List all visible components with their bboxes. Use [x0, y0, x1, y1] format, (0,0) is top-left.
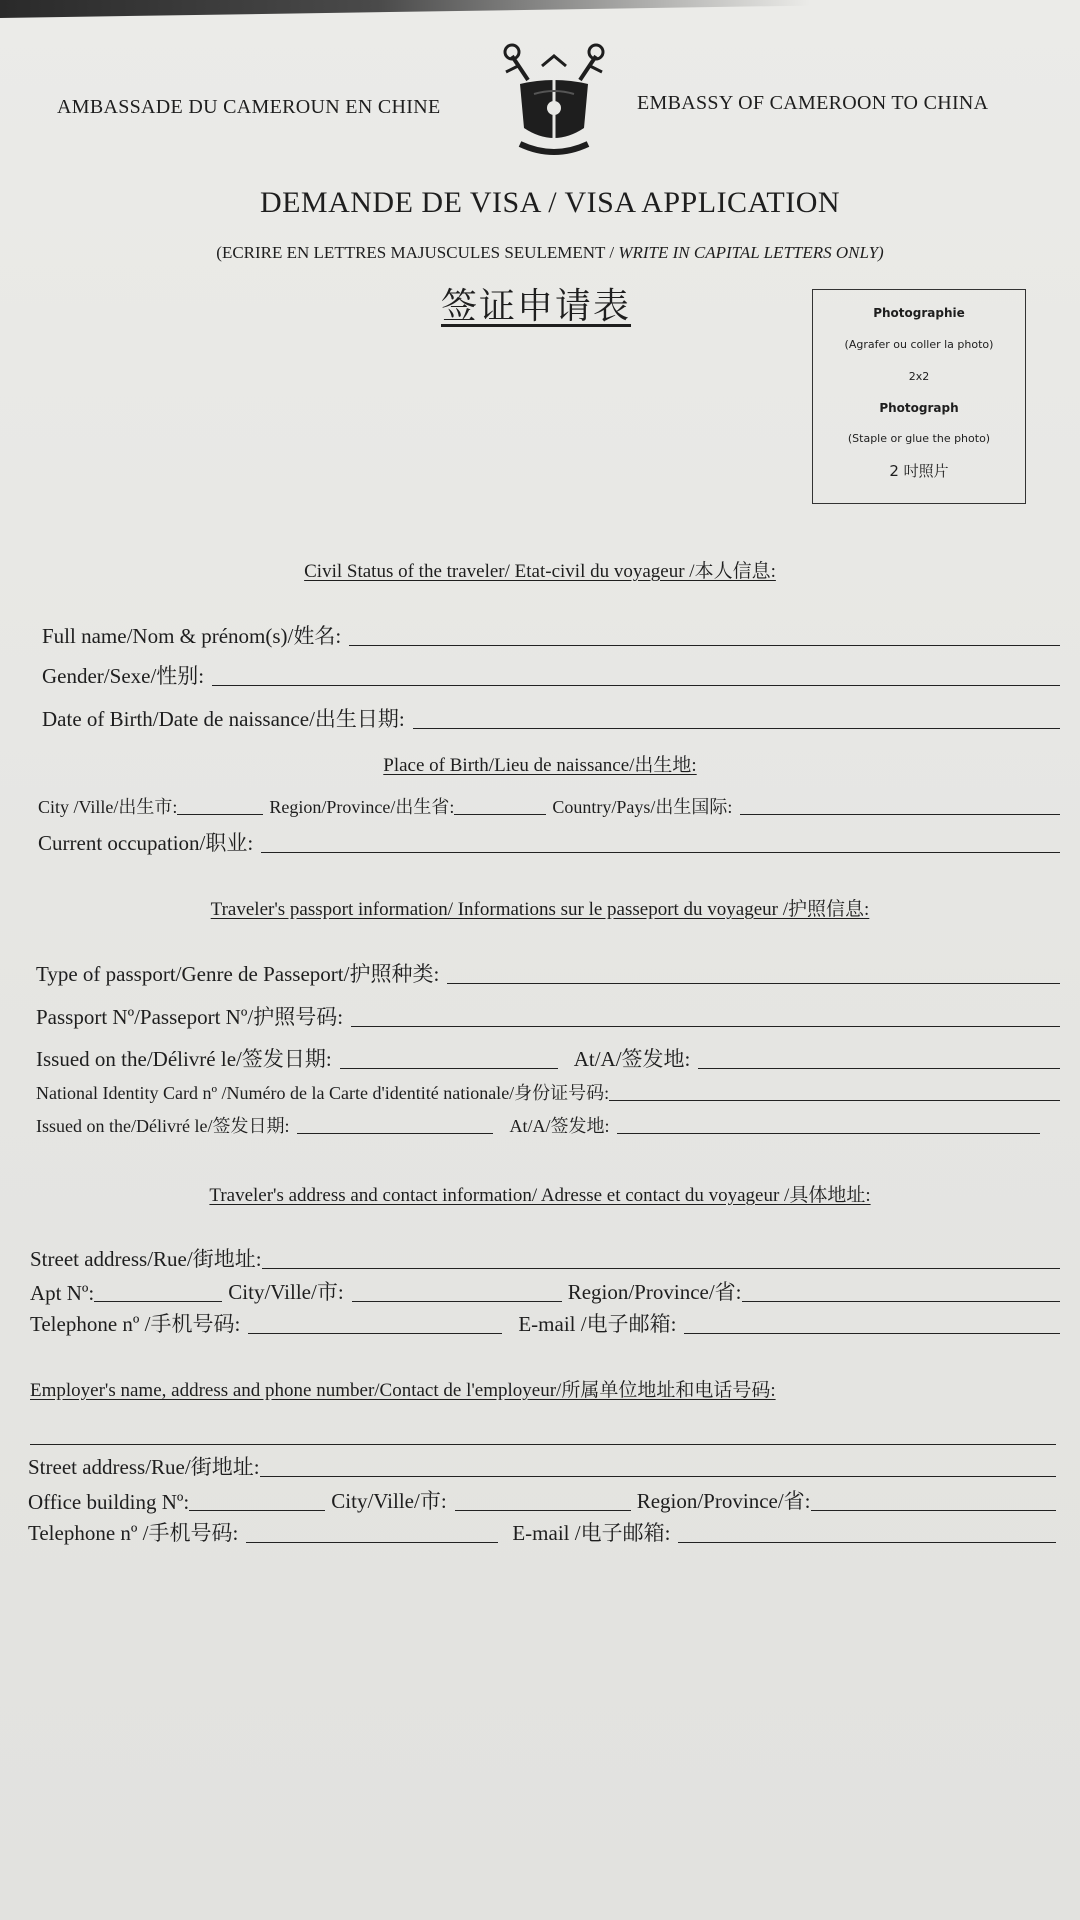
office-building-input-line[interactable]: [189, 1509, 325, 1511]
street-address-label: Street address/Rue/街地址:: [30, 1247, 262, 1271]
section-employer: Employer's name, address and phone number/Contact de l'employeur/所属单位地址和电话号码:: [30, 1380, 776, 1401]
form-title: DEMANDE DE VISA / VISA APPLICATION: [259, 186, 841, 219]
id-issued-at-label: At/A/签发地:: [509, 1116, 610, 1136]
passport-issued-on-input-line[interactable]: [340, 1067, 558, 1069]
section-civil-status: Civil Status of the traveler/ Etat-civil du voyageur /本人信息:: [304, 561, 776, 582]
gender-label: Gender/Sexe/性别:: [42, 664, 205, 688]
occupation-input-line[interactable]: [261, 851, 1060, 853]
passport-issued-at-label: At/A/签发地:: [573, 1047, 691, 1071]
passport-issued-at-input-line[interactable]: [698, 1067, 1060, 1069]
subtitle-normal: (ECRIRE EN LETTRES MAJUSCULES SEULEMENT /: [216, 243, 619, 262]
photo-box-instruction-en: (Staple or glue the photo): [847, 432, 991, 445]
passport-number-input-line[interactable]: [351, 1025, 1060, 1027]
national-id-field[interactable]: [36, 1079, 1060, 1105]
telephone-input-line[interactable]: [248, 1332, 502, 1334]
photo-box-instruction-fr: (Agrafer ou coller la photo): [844, 338, 994, 351]
dob-field[interactable]: [42, 703, 1060, 733]
address-region-input-line[interactable]: [742, 1300, 1060, 1302]
street-address-field[interactable]: [30, 1243, 1060, 1273]
employer-street-field[interactable]: [28, 1451, 1056, 1481]
birth-country-input-line[interactable]: [740, 813, 1060, 815]
employer-telephone-label: Telephone nº /手机号码:: [28, 1521, 239, 1545]
birth-region-input-line[interactable]: [454, 813, 546, 815]
occupation-label: Current occupation/职业:: [38, 831, 254, 855]
id-issued-on-label: Issued on the/Délivré le/签发日期:: [36, 1116, 290, 1136]
id-issued-on-input-line[interactable]: [297, 1132, 493, 1134]
employer-city-label: City/Ville/市:: [331, 1489, 447, 1513]
photo-box-label-fr: Photographie: [873, 306, 965, 320]
subtitle-italic: WRITE IN CAPITAL LETTERS ONLY): [618, 243, 884, 262]
office-building-label: Office building Nº:: [28, 1490, 190, 1514]
passport-type-field[interactable]: [36, 958, 1060, 988]
birth-city-label: City /Ville/出生市:: [38, 797, 178, 817]
gender-field[interactable]: [42, 660, 1060, 690]
birth-city-input-line[interactable]: [177, 813, 263, 815]
address-city-label: City/Ville/市:: [228, 1280, 344, 1304]
employer-name-input-line[interactable]: [30, 1443, 1056, 1445]
email-input-line[interactable]: [684, 1332, 1060, 1334]
form-title-chinese: 签证申请表: [441, 286, 632, 327]
national-id-input-line[interactable]: [609, 1099, 1060, 1101]
occupation-field[interactable]: [38, 827, 1060, 857]
employer-street-input-line[interactable]: [260, 1475, 1056, 1477]
national-id-label: National Identity Card nº /Numéro de la Carte d'identité nationale/身份证号码:: [36, 1083, 610, 1103]
apt-input-line[interactable]: [94, 1300, 222, 1302]
contact-row: [30, 1308, 1060, 1338]
street-address-input-line[interactable]: [262, 1267, 1060, 1269]
section-place-of-birth: Place of Birth/Lieu de naissance/出生地:: [383, 755, 697, 776]
address-region-label: Region/Province/省:: [567, 1280, 742, 1304]
apt-label: Apt Nº:: [30, 1281, 95, 1305]
employer-city-input-line[interactable]: [455, 1509, 631, 1511]
birth-country-label: Country/Pays/出生国际:: [552, 797, 733, 817]
employer-contact-row: [28, 1517, 1056, 1547]
dob-input-line[interactable]: [413, 727, 1060, 729]
employer-street-label: Street address/Rue/街地址:: [28, 1455, 260, 1479]
employer-email-input-line[interactable]: [678, 1541, 1056, 1543]
section-address-contact: Traveler's address and contact information/ Adresse et contact du voyageur /具体地址:: [209, 1185, 871, 1206]
form-subtitle: [0, 243, 1080, 263]
cameroon-coat-of-arms-icon: [498, 36, 610, 164]
id-issued-at-input-line[interactable]: [617, 1132, 1040, 1134]
scan-edge-shadow: [0, 0, 1080, 18]
full-name-label: Full name/Nom & prénom(s)/姓名:: [42, 624, 342, 648]
address-detail-row: [30, 1276, 1060, 1306]
employer-telephone-input-line[interactable]: [246, 1541, 498, 1543]
full-name-input-line[interactable]: [349, 644, 1060, 646]
passport-issue-row: [36, 1043, 1060, 1073]
employer-detail-row: [28, 1485, 1056, 1515]
id-issue-row: [36, 1112, 1040, 1138]
passport-number-field[interactable]: [36, 1001, 1060, 1031]
employer-region-label: Region/Province/省:: [636, 1489, 811, 1513]
photo-box[interactable]: [812, 289, 1026, 504]
dob-label: Date of Birth/Date de naissance/出生日期:: [42, 707, 405, 731]
email-label: E-mail /电子邮箱:: [518, 1312, 677, 1336]
photo-box-label-cn: 2 吋照片: [889, 462, 949, 480]
photo-box-size: 2x2: [908, 370, 930, 383]
passport-number-label: Passport Nº/Passeport Nº/护照号码:: [36, 1005, 344, 1029]
telephone-label: Telephone nº /手机号码:: [30, 1312, 241, 1336]
passport-issued-on-label: Issued on the/Délivré le/签发日期:: [36, 1047, 332, 1071]
header-embassy-fr: AMBASSADE DU CAMEROUN EN CHINE: [57, 96, 441, 118]
birth-place-row: [38, 793, 1060, 819]
section-passport-info: Traveler's passport information/ Informations sur le passeport du voyageur /护照信息:: [210, 899, 870, 920]
birth-region-label: Region/Province/出生省:: [269, 797, 455, 817]
gender-input-line[interactable]: [212, 684, 1060, 686]
address-city-input-line[interactable]: [352, 1300, 562, 1302]
passport-type-label: Type of passport/Genre de Passeport/护照种类:: [36, 962, 440, 986]
passport-type-input-line[interactable]: [447, 982, 1060, 984]
header-embassy-en: EMBASSY OF CAMEROON TO CHINA: [637, 92, 989, 114]
photo-box-label-en: Photograph: [879, 401, 959, 415]
full-name-field[interactable]: [42, 620, 1060, 650]
employer-region-input-line[interactable]: [811, 1509, 1056, 1511]
employer-email-label: E-mail /电子邮箱:: [512, 1521, 671, 1545]
